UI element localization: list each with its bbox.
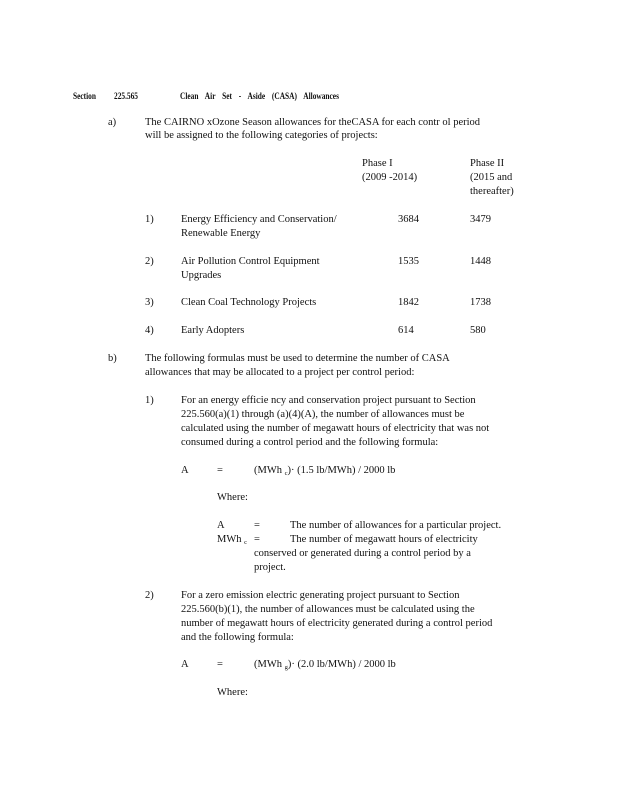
part-b-intro-line1: The following formulas must be used to determine the number of CASA [145,353,450,364]
item1-where: Where: [217,492,248,503]
category-marker: 4) [145,325,154,336]
item1-formula-rest: )· (1.5 lb/MWh) / 2000 lb [287,465,396,476]
section-title: Clean Air Set - Aside (CASA) Allowances [180,91,339,101]
item2-line1: For a zero emission electric generating project pursuant to Section [181,590,460,601]
item1-formula [254,464,395,481]
item2-formula-mwh: (MWh [254,659,282,670]
item1-formula-eq: = [217,465,223,476]
part-b-intro-line2: allowances that may be allocated to a project per control period: [145,367,415,378]
category-phase2-value: 1448 [470,256,491,267]
item2-formula-sub: g [284,664,288,671]
def1-var: A [217,520,225,531]
item1-formula-var: A [181,465,189,476]
item1-marker: 1) [145,395,154,406]
category-name-line1: Air Pollution Control Equipment [181,256,320,267]
def2-var-wrap [217,533,247,550]
def2-line2: conserved or generated during a control period by a [254,548,471,559]
phase1-header-line2: (2009 -2014) [362,172,418,183]
item1-formula-mwh: (MWh [254,465,282,476]
part-a-intro-line2: will be assigned to the following categories of projects: [145,130,378,141]
category-phase1-value: 614 [398,325,414,336]
part-b-marker: b) [108,353,117,364]
item1-formula-sub: c [284,470,288,477]
section-label: Section [73,91,96,101]
category-marker: 1) [145,214,154,225]
def1-text: The number of allowances for a particular project. [290,520,502,531]
item2-formula [254,658,396,675]
phase2-header-line1: Phase II [470,158,505,169]
category-phase2-value: 1738 [470,297,491,308]
part-a-marker: a) [108,117,117,128]
category-phase2-value: 580 [470,325,486,336]
item2-line4: and the following formula: [181,632,294,643]
item2-line3: number of megawatt hours of electricity generated during a control period [181,618,493,629]
category-name-line1: Clean Coal Technology Projects [181,297,317,308]
item1-line2: 225.560(a)(1) through (a)(4)(A), the number of allowances must be [181,409,465,420]
def2-var: MWh [217,534,242,545]
item2-formula-var: A [181,659,189,670]
item1-line1: For an energy efficie ncy and conservation project pursuant to Section [181,395,476,406]
item2-line2: 225.560(b)(1), the number of allowances must be calculated using the [181,604,475,615]
def1-eq: = [254,520,260,531]
category-name-line1: Early Adopters [181,325,245,336]
category-phase2-value: 3479 [470,214,491,225]
category-name-line1: Energy Efficiency and Conservation/ [181,214,337,225]
phase1-header-line1: Phase I [362,158,393,169]
def2-eq: = [254,534,260,545]
category-name-line2: Renewable Energy [181,228,261,239]
section-number: 225.565 [114,91,138,101]
category-name-line2: Upgrades [181,270,222,281]
category-marker: 3) [145,297,154,308]
item1-line3: calculated using the number of megawatt hours of electricity that was not [181,423,490,434]
def2-line1: The number of megawatt hours of electricity [290,534,478,545]
item2-formula-eq: = [217,659,223,670]
def2-sub: c [244,539,248,546]
part-a-intro-line1: The CAIRNO xOzone Season allowances for theCASA for each contr ol period [145,117,481,128]
def2-line3: project. [254,562,286,573]
item2-formula-rest: )· (2.0 lb/MWh) / 2000 lb [287,659,396,670]
item2-where: Where: [217,687,248,698]
category-marker: 2) [145,256,154,267]
category-phase1-value: 1842 [398,297,419,308]
item2-marker: 2) [145,590,154,601]
phase2-header-line3: thereafter) [470,186,514,197]
category-phase1-value: 3684 [398,214,419,225]
category-phase1-value: 1535 [398,256,419,267]
phase2-header-line2: (2015 and [470,172,513,183]
item1-line4: consumed during a control period and the following formula: [181,437,439,448]
